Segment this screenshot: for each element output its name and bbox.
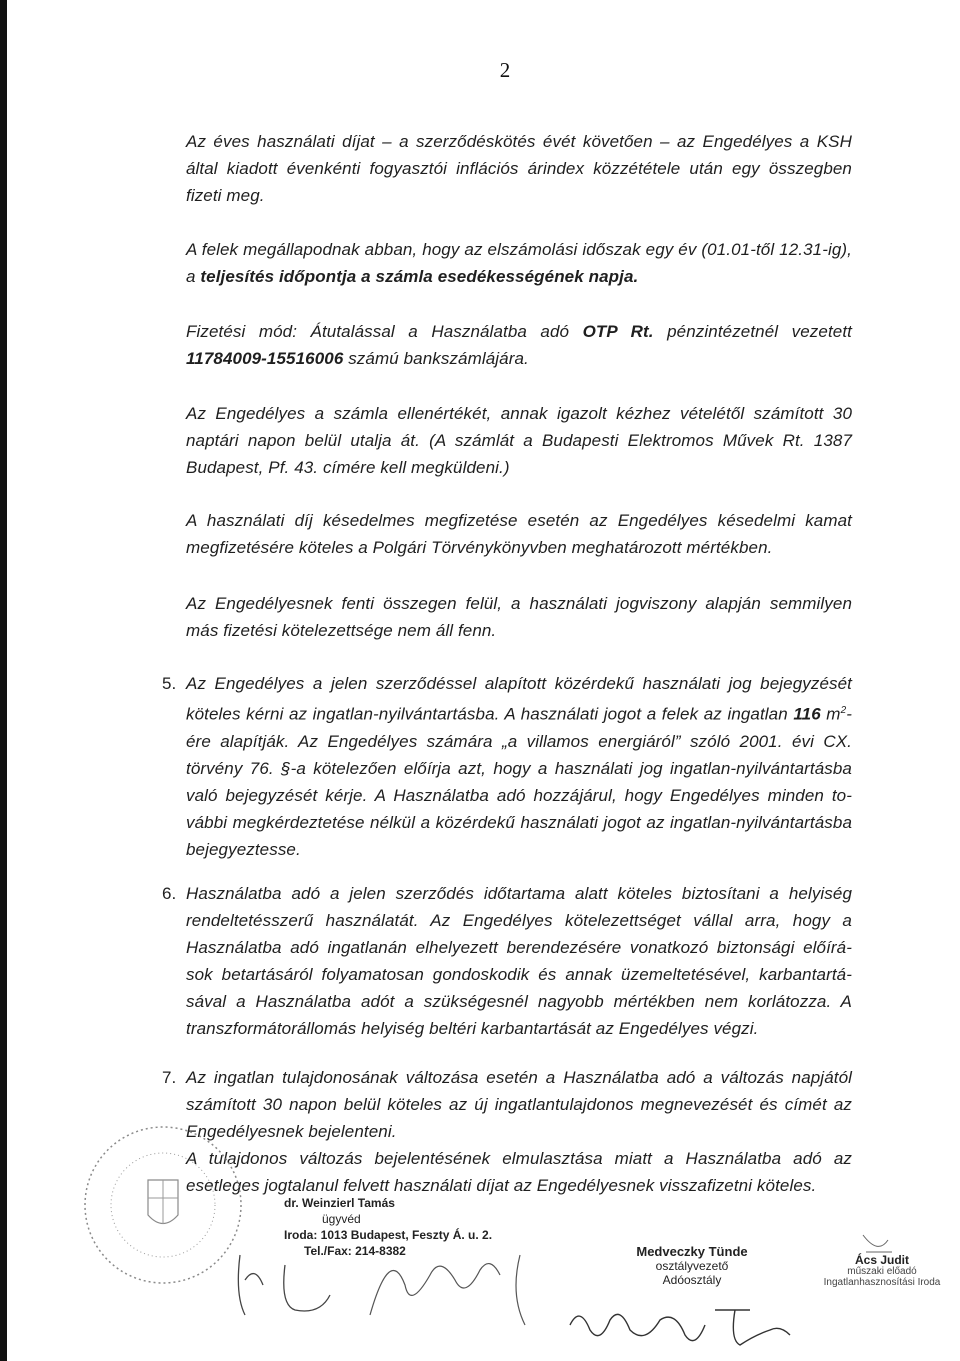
section-7-text-b: A tulajdonos változás bejelentésének elmulasztása miatt a Használatba adó az esetleges jogtalanul felvett használati díjat az Engedélyesnek visszafizetni köteles. xyxy=(186,1149,852,1195)
tech-department-name: Ingatlanhasznosítási Iroda xyxy=(823,1277,941,1288)
settlement-bold-text: teljesítés időpontja a számla esedékességének napja. xyxy=(200,267,639,286)
area-unit-exponent: 2 xyxy=(840,705,847,716)
round-seal-stamp xyxy=(78,1120,248,1290)
paragraph-annual-fee: Az éves használati díjat – a szerződéskötés évét követően – az Engedélyes a KSH által kiadott évenkénti fogyasztói inflációs árindex közzététele után egy összegben fizeti meg. xyxy=(186,132,852,205)
paragraph-payment-method xyxy=(186,318,852,372)
payment-text-a: Fizetési mód: Átutalással a Használatba adó xyxy=(186,322,583,341)
tech-officer-role: műszaki előadó xyxy=(847,1266,917,1277)
section-number-6: 6. xyxy=(162,884,177,903)
tax-officer-name: Medveczky Tünde xyxy=(636,1244,748,1259)
tech-officer-name: Ács Judit xyxy=(854,1253,909,1267)
paragraph-settlement-period xyxy=(186,236,852,290)
lawyer-address: Iroda: 1013 Budapest, Feszty Á. u. 2. xyxy=(284,1228,493,1242)
tax-department-stamp xyxy=(632,1245,752,1287)
signature-area xyxy=(0,1095,960,1361)
paragraph-invoice-transfer: Az Engedélyes a számla ellenértékét, annak igazolt kézhez vételétől számított 30 naptári napon belül utalja át. (A számlát a Budapesti Elektromos Művek Rt. 1387 Budapest, Pf. 43. címére kell megküldeni.) xyxy=(186,404,852,477)
paragraph-late-payment: A használati díj késedelmes megfizetése esetén az Engedélyes késedelmi kamat megfizetésére köteles a Polgári Törvénykönyvben meghatározott mértékben. xyxy=(186,511,852,557)
account-number: 11784009-15516006 xyxy=(186,349,344,368)
section-6-text: Használatba adó a jelen szerződés időtartama alatt köteles biztosítani a helyiség rendeltetésszerű használatát. Az Engedélyes kötelezettséget vállal arra, hogy a Használatba adó ingatlanán elhelyezett berendezésére vonatkozó biztonsági előírá-sok betartásáról folyamatosan gondoskodik és annak üzemeltetésével, karbantartá-sával a Használatba adót a szükségesnél nagyobb mértékben nem korlátozza. A transzformátorállomás helyiség beltéri karbantartását az Engedélyes végzi. xyxy=(186,884,852,1038)
section-5-text-d: -ére alapítják. Az Engedélyes számára „a villamos energiáról” szóló 2001. évi CX. törvény 76. §-a kötelezően előírja azt, hogy a használati jog ingatlan-nyilvántartásba való bejegyzését kérje. A Használatba adó hozzájárul, hogy Engedélyes minden to-vábbi megkérdeztetése nélkül a közérdekű használati jogot az ingatlan-nyilvántartásba bejegyeztesse. xyxy=(186,704,852,859)
section-number-5: 5. xyxy=(162,674,177,693)
lawyer-name: dr. Weinzierl Tamás xyxy=(284,1196,395,1210)
handwritten-signature-2 xyxy=(360,1225,560,1335)
payment-text-c: pénzintézetnél vezetett xyxy=(653,322,852,341)
area-value: 116 xyxy=(793,704,821,724)
handwritten-initial xyxy=(858,1230,898,1260)
section-5-text-c: m xyxy=(820,704,841,724)
payment-text-e: számú bankszámlájára. xyxy=(343,349,529,368)
bank-name: OTP Rt. xyxy=(582,322,654,341)
settlement-text: A felek megállapodnak abban, hogy az elszámolási időszak egy év (01.01-től 12.31-ig), a xyxy=(186,240,852,286)
lawyer-title: ügyvéd xyxy=(322,1212,361,1226)
section-5-text xyxy=(186,670,852,863)
page-number: 2 xyxy=(499,58,511,82)
paragraph-no-other-obligation: Az Engedélyesnek fenti összegen felül, a használati jogviszony alapján semmilyen más fizetési kötelezettsége nem áll fenn. xyxy=(186,594,852,640)
handwritten-signature-3 xyxy=(565,1295,795,1355)
tax-officer-role: osztályvezető xyxy=(655,1259,729,1273)
lawyer-phone: Tel./Fax: 214-8382 xyxy=(304,1244,406,1258)
section-number-7: 7. xyxy=(162,1068,177,1087)
section-7-text-a: Az ingatlan tulajdonosának változása esetén a Használatba adó a változás napjától számított 30 napon belül köteles az új ingatlantulajdonos megnevezését és címét az Engedélyesnek bejelenteni. xyxy=(186,1068,852,1141)
handwritten-signature-1 xyxy=(225,1235,345,1325)
section-5-text-a: Az Engedélyes a jelen szerződéssel alapított közérdekű használati jog bejegyzését köteles kérni az ingatlan-nyilvántartásba. A használati jogot a felek az ingatlan xyxy=(186,674,852,724)
tax-department-name: Adóosztály xyxy=(662,1273,722,1287)
